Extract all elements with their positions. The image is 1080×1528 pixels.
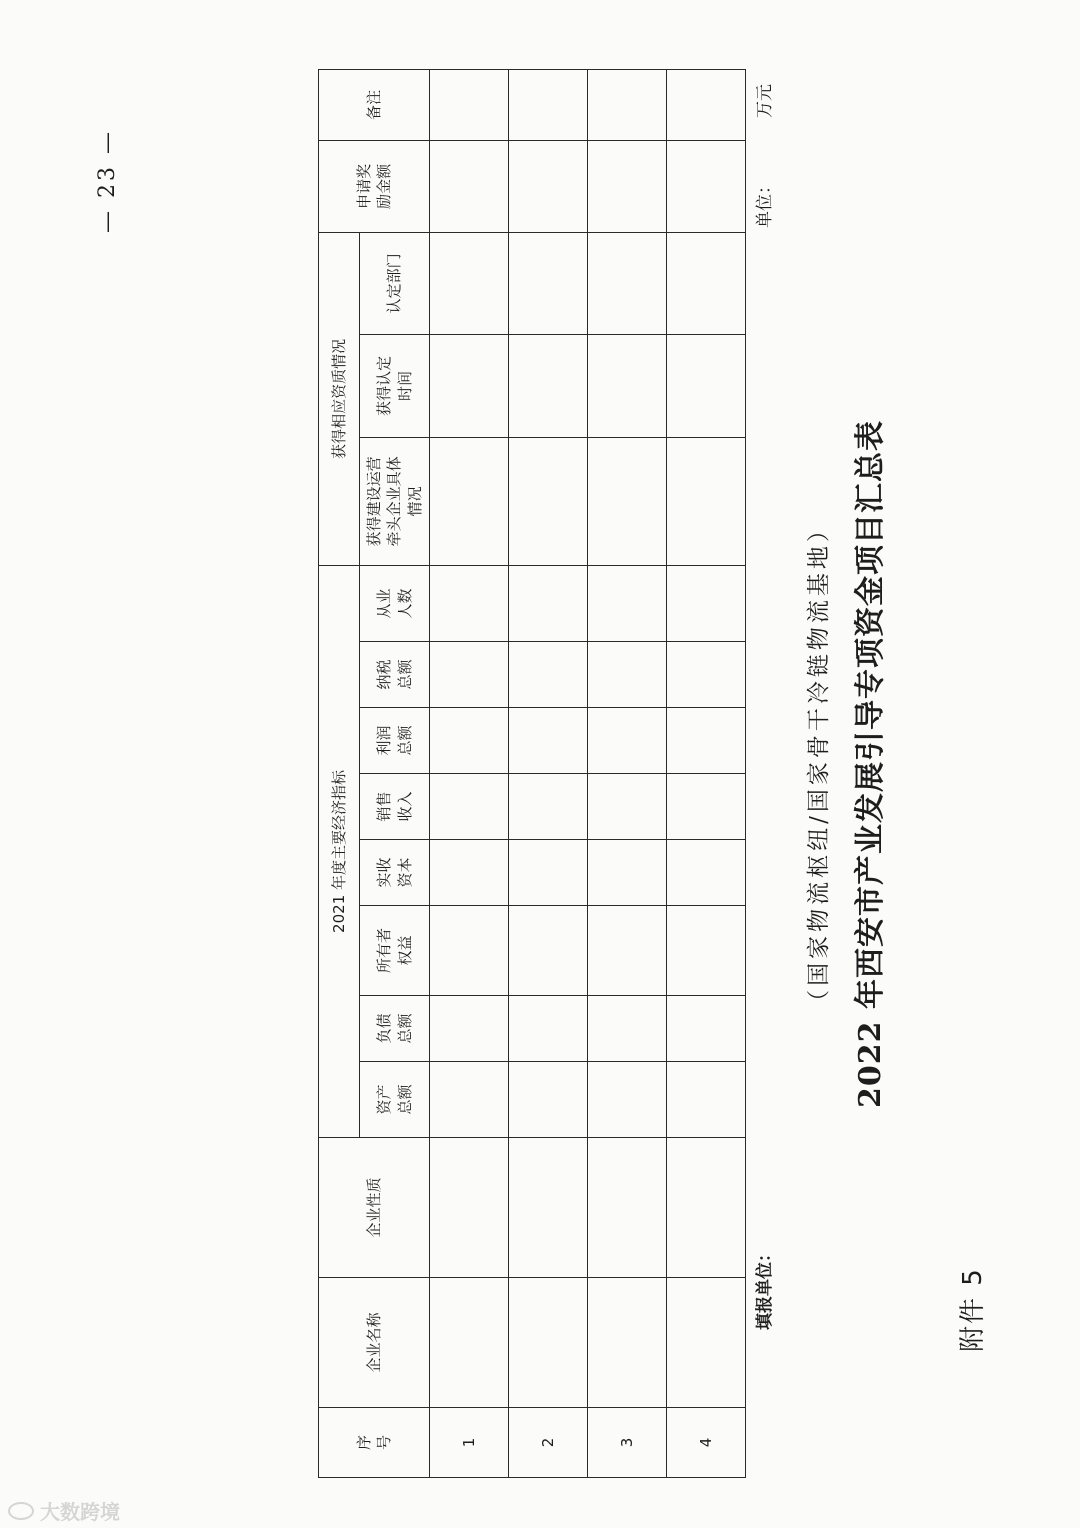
unit-label: 单位： xyxy=(755,177,775,228)
col-paid-capital: 实收 资本 xyxy=(360,840,430,906)
col-lead-enterprise: 获得建设运营 牵头企业具体 情况 xyxy=(360,437,430,565)
col-sales-revenue: 销售 收入 xyxy=(360,774,430,840)
col-employees: 从业 人数 xyxy=(360,565,430,641)
col-remark-header: 备注 xyxy=(319,69,430,140)
table-row xyxy=(509,69,588,1477)
col-certified-time: 获得认定 时间 xyxy=(360,334,430,437)
col-reward-header: 申请奖 励金额 xyxy=(319,140,430,232)
attachment-label: 附件 5 xyxy=(958,1267,988,1352)
col-seq-header: 序 号 xyxy=(319,1408,430,1478)
row-seq: 3 xyxy=(588,1408,667,1478)
col-total-assets: 资产 总额 xyxy=(360,1062,430,1138)
row-seq: 2 xyxy=(509,1408,588,1478)
watermark-logo-icon xyxy=(8,1502,34,1520)
qual-group-header: 获得相应资质情况 xyxy=(319,232,360,565)
filler-unit-label: 填报单位： xyxy=(755,1245,775,1330)
table-row xyxy=(588,69,667,1477)
econ-group-header: 2021 年度主要经济指标 xyxy=(319,565,360,1137)
col-total-profit: 利润 总额 xyxy=(360,708,430,774)
summary-table xyxy=(318,69,746,1478)
document-subtitle: （国家物流枢纽/国家骨干冷链物流基地） xyxy=(806,515,832,1013)
header-row-1 xyxy=(319,69,360,1477)
col-total-tax: 纳税 总额 xyxy=(360,642,430,708)
document-title: 2022 年西安市产业发展引导专项资金项目汇总表 xyxy=(853,420,888,1108)
page-number: — 23 — xyxy=(95,129,120,233)
col-nature-header: 企业性质 xyxy=(319,1138,430,1278)
col-certifying-dept: 认定部门 xyxy=(360,232,430,334)
col-total-liabilities: 负债 总额 xyxy=(360,996,430,1062)
watermark xyxy=(8,1496,120,1525)
row-seq: 4 xyxy=(667,1408,746,1478)
table-row xyxy=(430,69,509,1477)
table-row xyxy=(667,69,746,1477)
watermark-text: 大数跨境 xyxy=(40,1500,120,1524)
col-name-header: 企业名称 xyxy=(319,1278,430,1408)
row-seq: 1 xyxy=(430,1408,509,1478)
col-owner-equity: 所有者 权益 xyxy=(360,906,430,996)
unit-value: 万元 xyxy=(755,84,775,118)
